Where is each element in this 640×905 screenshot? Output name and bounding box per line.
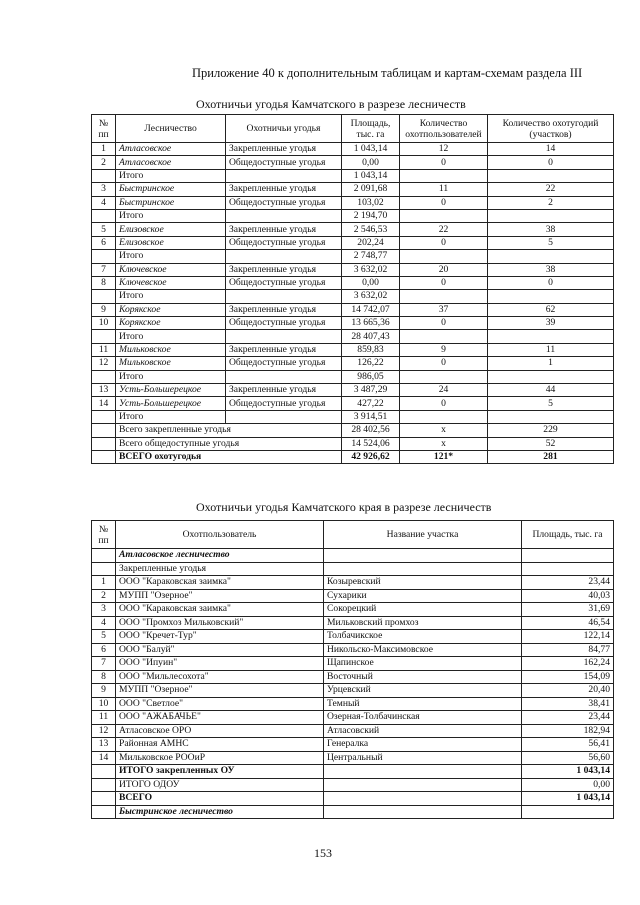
table-cell <box>226 209 342 222</box>
table-cell <box>92 437 116 450</box>
table-row <box>92 792 614 806</box>
table-cell: 46,54 <box>522 616 614 630</box>
table-cell: Итого <box>116 169 226 182</box>
table-row <box>92 603 614 617</box>
appendix-header: Приложение 40 к дополнительным таблицам и картам-схемам раздела III <box>192 66 583 80</box>
table-cell: 3 487,29 <box>342 384 400 397</box>
table-row <box>92 290 614 303</box>
table-cell: 1 043,14 <box>522 792 614 806</box>
table-row <box>92 657 614 671</box>
column-header: Количество охотпользователей <box>400 115 488 143</box>
table-cell: Корякское <box>116 303 226 316</box>
table-cell: 23,44 <box>522 711 614 725</box>
table-cell <box>522 549 614 563</box>
table-cell: ООО "Караковская заимка" <box>116 576 324 590</box>
table-cell: Темный <box>324 697 522 711</box>
table-cell: 4 <box>92 616 116 630</box>
table-cell <box>92 169 116 182</box>
table-cell: 9 <box>92 303 116 316</box>
table-cell: 42 926,62 <box>342 450 400 463</box>
table-cell: 1 <box>92 143 116 156</box>
table-cell: Усть-Большерецкое <box>116 397 226 410</box>
table-cell: ООО "АЖАБАЧЬЕ" <box>116 711 324 725</box>
table-cell: Закрепленные угодья <box>226 223 342 236</box>
table-cell <box>400 410 488 423</box>
table-row <box>92 549 614 563</box>
table-cell: 6 <box>92 236 116 249</box>
table-cell: ООО "Светлое" <box>116 697 324 711</box>
table-cell: Козыревский <box>324 576 522 590</box>
table-cell: 7 <box>92 263 116 276</box>
table-cell: 12 <box>92 724 116 738</box>
table-row <box>92 437 614 450</box>
table-cell: Итого <box>116 290 226 303</box>
table-cell <box>400 290 488 303</box>
table-cell: Озерная-Толбачинская <box>324 711 522 725</box>
table-cell: 5 <box>488 236 614 249</box>
table2-title: Охотничьи угодья Камчатского края в разрезе лесничеств <box>196 500 492 514</box>
table-cell: 0 <box>400 196 488 209</box>
table-cell: 202,24 <box>342 236 400 249</box>
table-row <box>92 616 614 630</box>
column-header: Площадь, тыс. га <box>342 115 400 143</box>
table-cell: ООО "Ипуин" <box>116 657 324 671</box>
table-cell: 2 <box>92 156 116 169</box>
table-row <box>92 765 614 779</box>
table-row <box>92 738 614 752</box>
table-cell: 14 <box>92 751 116 765</box>
table-cell: Никольско-Максимовское <box>324 643 522 657</box>
table-cell: 5 <box>92 223 116 236</box>
table-cell: 0,00 <box>522 778 614 792</box>
table-cell: 162,24 <box>522 657 614 671</box>
table-cell: 38 <box>488 263 614 276</box>
table-row <box>92 576 614 590</box>
table-cell: Общедоступные угодья <box>226 156 342 169</box>
table-cell <box>92 290 116 303</box>
table-cell: Урцевский <box>324 684 522 698</box>
table-row <box>92 370 614 383</box>
table-row <box>92 724 614 738</box>
table-cell: 2 748,77 <box>342 250 400 263</box>
table-cell: 56,60 <box>522 751 614 765</box>
table-cell: 13 <box>92 738 116 752</box>
table-row <box>92 343 614 356</box>
table-cell: 12 <box>92 357 116 370</box>
table-cell: ООО "Кречет-Тур" <box>116 630 324 644</box>
table-cell: 52 <box>488 437 614 450</box>
table-cell: МУПП "Озерное" <box>116 589 324 603</box>
table-cell <box>400 250 488 263</box>
table-cell: 2 194,70 <box>342 209 400 222</box>
table-cell: 38,41 <box>522 697 614 711</box>
table-cell <box>488 330 614 343</box>
table-cell <box>488 250 614 263</box>
table-row <box>92 424 614 437</box>
table-cell: 20,40 <box>522 684 614 698</box>
table-cell: ООО "Караковская заимка" <box>116 603 324 617</box>
table-cell: Атласовское <box>116 143 226 156</box>
table-cell: 44 <box>488 384 614 397</box>
table-cell: 62 <box>488 303 614 316</box>
column-header: № пп <box>92 115 116 143</box>
table-row <box>92 697 614 711</box>
column-header: Название участка <box>324 521 522 549</box>
table-cell: Общедоступные угодья <box>226 276 342 289</box>
table-cell <box>488 209 614 222</box>
table-cell <box>92 424 116 437</box>
table-cell: 10 <box>92 317 116 330</box>
table-row <box>92 670 614 684</box>
table-cell: 154,09 <box>522 670 614 684</box>
table-cell: Итого <box>116 410 226 423</box>
table-cell: Общедоступные угодья <box>226 397 342 410</box>
table-cell: Быстринское лесничество <box>116 805 324 819</box>
table-row <box>92 751 614 765</box>
table-row <box>92 156 614 169</box>
table-cell <box>400 209 488 222</box>
table-row <box>92 330 614 343</box>
table-cell: Мильковский промхоз <box>324 616 522 630</box>
table-cell: Генералка <box>324 738 522 752</box>
table-cell <box>226 330 342 343</box>
column-header: Лесничество <box>116 115 226 143</box>
table-cell: ИТОГО закрепленных ОУ <box>116 765 324 779</box>
table-cell: 3 914,51 <box>342 410 400 423</box>
table-cell: 14 524,06 <box>342 437 400 450</box>
table-cell: 11 <box>488 343 614 356</box>
table-cell: Елизовское <box>116 223 226 236</box>
table-cell: 4 <box>92 196 116 209</box>
table-row <box>92 303 614 316</box>
table-cell: 1 043,14 <box>522 765 614 779</box>
table-row <box>92 143 614 156</box>
table-row <box>92 630 614 644</box>
table-row <box>92 183 614 196</box>
table-cell: 6 <box>92 643 116 657</box>
table-cell: Общедоступные угодья <box>226 236 342 249</box>
table-cell: Мильковское <box>116 343 226 356</box>
table-row <box>92 223 614 236</box>
table-cell: 103,02 <box>342 196 400 209</box>
table-cell: Атласовское лесничество <box>116 549 324 563</box>
table-cell: 11 <box>92 343 116 356</box>
table-cell: ООО "Балуй" <box>116 643 324 657</box>
column-header: Количество охотугодий (участков) <box>488 115 614 143</box>
table-cell: 1 <box>488 357 614 370</box>
table-row <box>92 684 614 698</box>
table-row <box>92 384 614 397</box>
table-cell: 37 <box>400 303 488 316</box>
table-cell <box>522 805 614 819</box>
table-cell: ИТОГО ОДОУ <box>116 778 324 792</box>
table-cell <box>92 450 116 463</box>
table-cell: Закрепленные угодья <box>226 303 342 316</box>
table-cell: 20 <box>400 263 488 276</box>
table-cell: 56,41 <box>522 738 614 752</box>
table-cell: МУПП "Озерное" <box>116 684 324 698</box>
table-row <box>92 711 614 725</box>
table-cell: ВСЕГО <box>116 792 324 806</box>
table-cell: 0 <box>488 156 614 169</box>
table-cell: 7 <box>92 657 116 671</box>
table-cell: Атласовское ОРО <box>116 724 324 738</box>
table-cell <box>488 290 614 303</box>
table-cell: 24 <box>400 384 488 397</box>
table-cell: 2 546,53 <box>342 223 400 236</box>
table-cell: 1 043,14 <box>342 143 400 156</box>
table-cell: Щапинское <box>324 657 522 671</box>
table-cell: Ключевское <box>116 276 226 289</box>
table-cell <box>92 209 116 222</box>
table-cell: 0 <box>400 397 488 410</box>
table-cell: 8 <box>92 670 116 684</box>
table-cell: 1 <box>92 576 116 590</box>
table-cell <box>92 765 116 779</box>
table-cell: 9 <box>400 343 488 356</box>
table-cell: 229 <box>488 424 614 437</box>
table-cell: Итого <box>116 330 226 343</box>
table-cell <box>92 562 116 576</box>
table-cell: 859,83 <box>342 343 400 356</box>
hunting-plots-table <box>91 520 614 819</box>
table-cell: 2 <box>92 589 116 603</box>
table-cell: 2 <box>488 196 614 209</box>
table1-title: Охотничьи угодья Камчатского в разрезе лесничеств <box>196 97 466 111</box>
table-cell: 14 <box>92 397 116 410</box>
table-cell: 8 <box>92 276 116 289</box>
table-cell: 39 <box>488 317 614 330</box>
table-row <box>92 450 614 463</box>
table-cell: Атласовский <box>324 724 522 738</box>
table-cell: Закрепленные угодья <box>226 143 342 156</box>
table-cell: Итого <box>116 370 226 383</box>
table-cell: 13 665,36 <box>342 317 400 330</box>
table-cell <box>324 792 522 806</box>
table-header-row <box>92 115 614 143</box>
table-cell: Общедоступные угодья <box>226 317 342 330</box>
table-cell: 126,22 <box>342 357 400 370</box>
table-cell: 38 <box>488 223 614 236</box>
table-row <box>92 209 614 222</box>
table-cell: 2 091,68 <box>342 183 400 196</box>
column-header: № пп <box>92 521 116 549</box>
table-cell <box>488 370 614 383</box>
table-cell: 23,44 <box>522 576 614 590</box>
table-cell <box>522 562 614 576</box>
forestry-summary-table <box>91 114 614 464</box>
table-cell <box>92 330 116 343</box>
table-row <box>92 169 614 182</box>
table-cell: 1 043,14 <box>342 169 400 182</box>
table-cell: Центральный <box>324 751 522 765</box>
table-cell <box>324 765 522 779</box>
table-row <box>92 236 614 249</box>
table-cell: 5 <box>92 630 116 644</box>
table-cell: Корякское <box>116 317 226 330</box>
table-cell: Мильковское РООиР <box>116 751 324 765</box>
table-cell: Атласовское <box>116 156 226 169</box>
table-cell: 122,14 <box>522 630 614 644</box>
table-row <box>92 643 614 657</box>
table-cell: 0 <box>400 276 488 289</box>
table-cell <box>400 169 488 182</box>
table-cell: 28 407,43 <box>342 330 400 343</box>
table-row <box>92 589 614 603</box>
table-cell: Всего общедоступные угодья <box>116 437 342 450</box>
table-cell <box>324 805 522 819</box>
table-cell: 11 <box>400 183 488 196</box>
table-cell: Быстринское <box>116 196 226 209</box>
table-cell <box>226 290 342 303</box>
table-cell <box>400 330 488 343</box>
table-row <box>92 357 614 370</box>
table-cell: 22 <box>400 223 488 236</box>
table-cell: 0 <box>400 317 488 330</box>
table-cell: Толбачикское <box>324 630 522 644</box>
table-cell <box>324 549 522 563</box>
table-cell: 3 632,02 <box>342 263 400 276</box>
table-row <box>92 778 614 792</box>
table-cell <box>324 778 522 792</box>
table-cell: 14 <box>488 143 614 156</box>
table-cell: 3 632,02 <box>342 290 400 303</box>
table-cell: 0 <box>400 357 488 370</box>
table-cell: 22 <box>488 183 614 196</box>
table-row <box>92 562 614 576</box>
table-cell <box>92 792 116 806</box>
table-cell: Итого <box>116 250 226 263</box>
table-row <box>92 250 614 263</box>
table-cell <box>226 410 342 423</box>
table-cell <box>226 370 342 383</box>
table-cell: 31,69 <box>522 603 614 617</box>
table-cell: Общедоступные угодья <box>226 196 342 209</box>
table-cell: 0 <box>400 156 488 169</box>
table-cell: 281 <box>488 450 614 463</box>
table-cell: 40,03 <box>522 589 614 603</box>
table-cell: Восточный <box>324 670 522 684</box>
table-row <box>92 805 614 819</box>
table-row <box>92 410 614 423</box>
table-cell: 986,05 <box>342 370 400 383</box>
table-cell: 182,94 <box>522 724 614 738</box>
table-cell: 10 <box>92 697 116 711</box>
table-cell: 0,00 <box>342 276 400 289</box>
table-cell: Быстринское <box>116 183 226 196</box>
table-cell: Общедоступные угодья <box>226 357 342 370</box>
table-row <box>92 276 614 289</box>
table-cell: 0 <box>400 236 488 249</box>
table-cell: 3 <box>92 603 116 617</box>
table-cell <box>488 410 614 423</box>
table-cell: ВСЕГО охотугодья <box>116 450 342 463</box>
table-row <box>92 397 614 410</box>
table-cell: 11 <box>92 711 116 725</box>
table-cell <box>400 370 488 383</box>
table-cell: 12 <box>400 143 488 156</box>
table-cell: х <box>400 424 488 437</box>
table-cell: 3 <box>92 183 116 196</box>
table-cell: 84,77 <box>522 643 614 657</box>
table-cell: Сухарики <box>324 589 522 603</box>
table-cell <box>226 250 342 263</box>
table-cell: Усть-Большерецкое <box>116 384 226 397</box>
table-row <box>92 317 614 330</box>
table-cell: Мильковское <box>116 357 226 370</box>
table-cell: 0 <box>488 276 614 289</box>
table-cell: Елизовское <box>116 236 226 249</box>
table-cell: Районная АМНС <box>116 738 324 752</box>
column-header: Охотничьи угодья <box>226 115 342 143</box>
table-cell: Закрепленные угодья <box>226 183 342 196</box>
table-cell: Сокорецкий <box>324 603 522 617</box>
table-cell: ООО "Мильлесохота" <box>116 670 324 684</box>
table-row <box>92 196 614 209</box>
table-cell <box>92 410 116 423</box>
table-cell: Ключевское <box>116 263 226 276</box>
column-header: Охотпользователь <box>116 521 324 549</box>
table-cell <box>226 169 342 182</box>
table-cell: 427,22 <box>342 397 400 410</box>
table-cell: Закрепленные угодья <box>226 343 342 356</box>
table-cell: х <box>400 437 488 450</box>
table-cell <box>92 778 116 792</box>
table-cell: 14 742,07 <box>342 303 400 316</box>
table-row <box>92 263 614 276</box>
table-header-row <box>92 521 614 549</box>
table-cell: Всего закрепленные угодья <box>116 424 342 437</box>
table-cell <box>92 370 116 383</box>
table-cell: 9 <box>92 684 116 698</box>
table-cell: 13 <box>92 384 116 397</box>
table-cell: Закрепленные угодья <box>226 384 342 397</box>
table-cell: 0,00 <box>342 156 400 169</box>
table-cell: 28 402,56 <box>342 424 400 437</box>
table-cell: Закрепленные угодья <box>116 562 324 576</box>
table-cell <box>92 549 116 563</box>
column-header: Площадь, тыс. га <box>522 521 614 549</box>
table-cell <box>488 169 614 182</box>
table-cell <box>324 562 522 576</box>
table-cell: ООО "Промхоз Мильковский" <box>116 616 324 630</box>
table-cell: Итого <box>116 209 226 222</box>
page-number: 153 <box>314 846 332 860</box>
table-cell: 121* <box>400 450 488 463</box>
table-cell: Закрепленные угодья <box>226 263 342 276</box>
table-cell <box>92 805 116 819</box>
table-cell: 5 <box>488 397 614 410</box>
table-cell <box>92 250 116 263</box>
